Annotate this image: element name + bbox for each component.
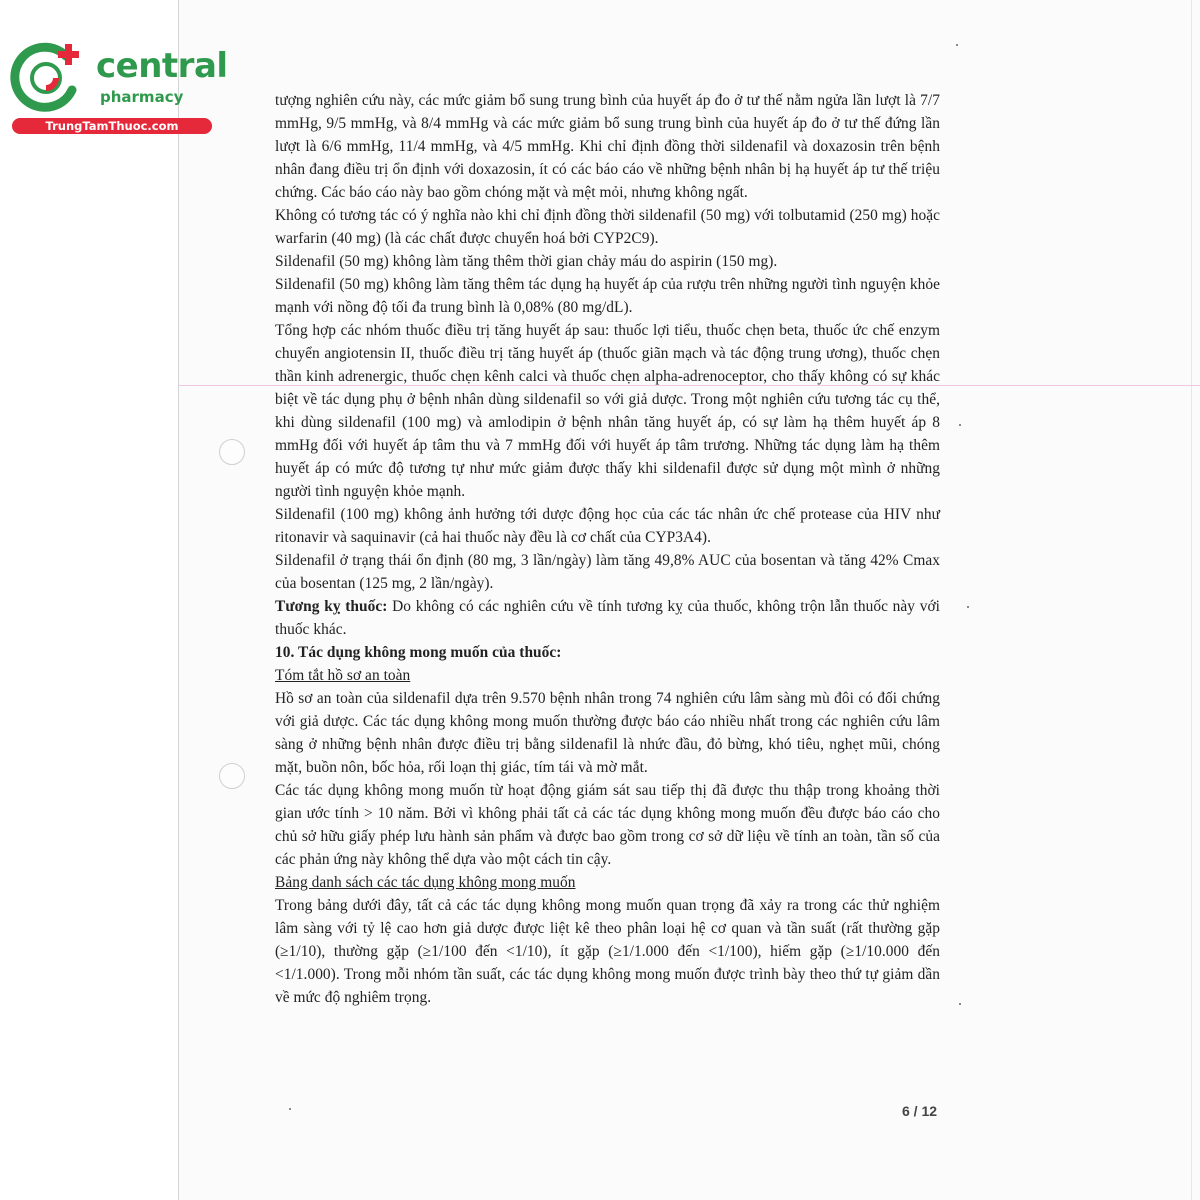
compatibility-label: Tương kỵ thuốc:	[275, 598, 388, 615]
speck	[956, 44, 958, 46]
speck	[959, 424, 961, 426]
speck	[967, 606, 969, 608]
subheading-adverse-list: Bảng danh sách các tác dụng không mong muốn	[275, 874, 576, 891]
speck	[959, 1003, 961, 1005]
compatibility-paragraph	[275, 595, 940, 641]
compatibility-text: Do không có các nghiên cứu về tính tương kỵ của thuốc, không trộn lẫn thuốc này với thuốc khác.	[275, 598, 940, 638]
paragraph: Hồ sơ an toàn của sildenafil dựa trên 9.570 bệnh nhân trong 74 nghiên cứu lâm sàng mù đôi có đối chứng với giả dược. Các tác dụng không mong muốn thường được báo cáo nhiều nhất trong các nghiên cứu lâm sàng ở những bệnh nhân được điều trị bằng sildenafil là nhức đầu, đỏ bừng, khó tiêu, nghẹt mũi, chóng mặt, buồn nôn, bốc hỏa, rối loạn thị giác, tím tái và mờ mắt.	[275, 690, 940, 776]
pharmacy-cross-logo-icon	[10, 40, 86, 116]
paragraph: Sildenafil (50 mg) không làm tăng thêm tác dụng hạ huyết áp của rượu trên những người tình nguyện khỏe mạnh với nồng độ tối đa trung bình là 0,08% (80 mg/dL).	[275, 276, 940, 316]
paragraph: Sildenafil ở trạng thái ổn định (80 mg, 3 lần/ngày) làm tăng 49,8% AUC của bosentan và tăng 42% Cmax của bosentan (125 mg, 2 lần/ngày).	[275, 552, 940, 592]
central-pharmacy-logo	[10, 40, 228, 140]
punch-hole-top	[219, 439, 245, 465]
page-edge-line	[1191, 0, 1192, 1200]
paragraph: Trong bảng dưới đây, tất cả các tác dụng không mong muốn quan trọng đã xảy ra trong các thử nghiệm lâm sàng với tỷ lệ cao hơn giả dược được liệt kê theo phân loại hệ cơ quan và tần suất (rất thường gặp (≥1/10), thường gặp (≥1/100 đến <1/10), ít gặp (≥1/1.000 đến <1/100), hiếm gặp (≥1/10.000 đến <1/1.000). Trong mỗi nhóm tần suất, các tác dụng không mong muốn được trình bày theo thứ tự giảm dần về mức độ nghiêm trọng.	[275, 897, 940, 1006]
speck	[289, 1108, 291, 1110]
logo-brand-text: central	[96, 46, 228, 86]
punch-hole-bottom	[219, 763, 245, 789]
paragraph: tượng nghiên cứu này, các mức giảm bổ sung trung bình của huyết áp đo ở tư thế nằm ngửa lần lượt là 7/7 mmHg, 9/5 mmHg, và 8/4 mmHg và các mức giảm bổ sung trung bình của huyết áp đo ở tư thế đứng lần lượt là 6/6 mmHg, 11/4 mmHg, và 4/5 mmHg. Khi chỉ định đồng thời sildenafil và doxazosin trên bệnh nhân đang điều trị ổn định với doxazosin, ít có các báo cáo về những bệnh nhân bị hạ huyết áp tư thế triệu chứng. Các báo cáo này bao gồm chóng mặt và mệt mỏi, nhưng không ngất.	[275, 92, 940, 201]
paragraph: Các tác dụng không mong muốn từ hoạt động giám sát sau tiếp thị đã được thu thập trong khoảng thời gian ước tính > 10 năm. Bởi vì không phải tất cả các tác dụng không mong muốn đều được báo cáo cho chủ sở hữu giấy phép lưu hành sản phẩm và được bao gồm trong cơ sở dữ liệu về tính an toàn, tần số của các phản ứng này không thể dựa vào một cách tin cậy.	[275, 782, 940, 868]
page-number: 6 / 12	[902, 1103, 938, 1119]
paragraph: Tổng hợp các nhóm thuốc điều trị tăng huyết áp sau: thuốc lợi tiểu, thuốc chẹn beta, thuốc ức chế enzym chuyển angiotensin II, thuốc điều trị tăng huyết áp (thuốc giãn mạch và tác động trung ương), thuốc chẹn thần kinh adrenergic, thuốc chẹn kênh calci và thuốc chẹn alpha-adrenoceptor, cho thấy không có sự khác biệt về tác dụng phụ ở bệnh nhân dùng sildenafil so với giả dược. Trong một nghiên cứu tương tác cụ thể, khi dùng sildenafil (100 mg) và amlodipin ở bệnh nhân tăng huyết áp, có sự làm hạ thêm huyết áp 8 mmHg đối với huyết áp tâm thu và 7 mmHg đối với huyết áp tâm trương. Những tác dụng làm hạ thêm huyết áp có mức độ tương tự như mức giảm được thấy khi sildenafil được sử dụng một mình ở những người tình nguyện khỏe mạnh.	[275, 322, 940, 500]
subheading-safety-summary: Tóm tắt hồ sơ an toàn	[275, 667, 411, 684]
document-body	[275, 89, 940, 1009]
paragraph: Sildenafil (100 mg) không ảnh hưởng tới dược động học của các tác nhân ức chế protease của HIV như ritonavir và saquinavir (cả hai thuốc này đều là cơ chất của CYP3A4).	[275, 506, 940, 546]
section-heading: 10. Tác dụng không mong muốn của thuốc:	[275, 644, 562, 661]
paragraph: Không có tương tác có ý nghĩa nào khi chỉ định đồng thời sildenafil (50 mg) với tolbutamid (250 mg) hoặc warfarin (40 mg) (là các chất được chuyển hoá bởi CYP2C9).	[275, 207, 940, 247]
logo-url-badge: TrungTamThuoc.com	[12, 118, 212, 134]
logo-sub-text: pharmacy	[100, 88, 184, 106]
paragraph: Sildenafil (50 mg) không làm tăng thêm thời gian chảy máu do aspirin (150 mg).	[275, 253, 778, 270]
